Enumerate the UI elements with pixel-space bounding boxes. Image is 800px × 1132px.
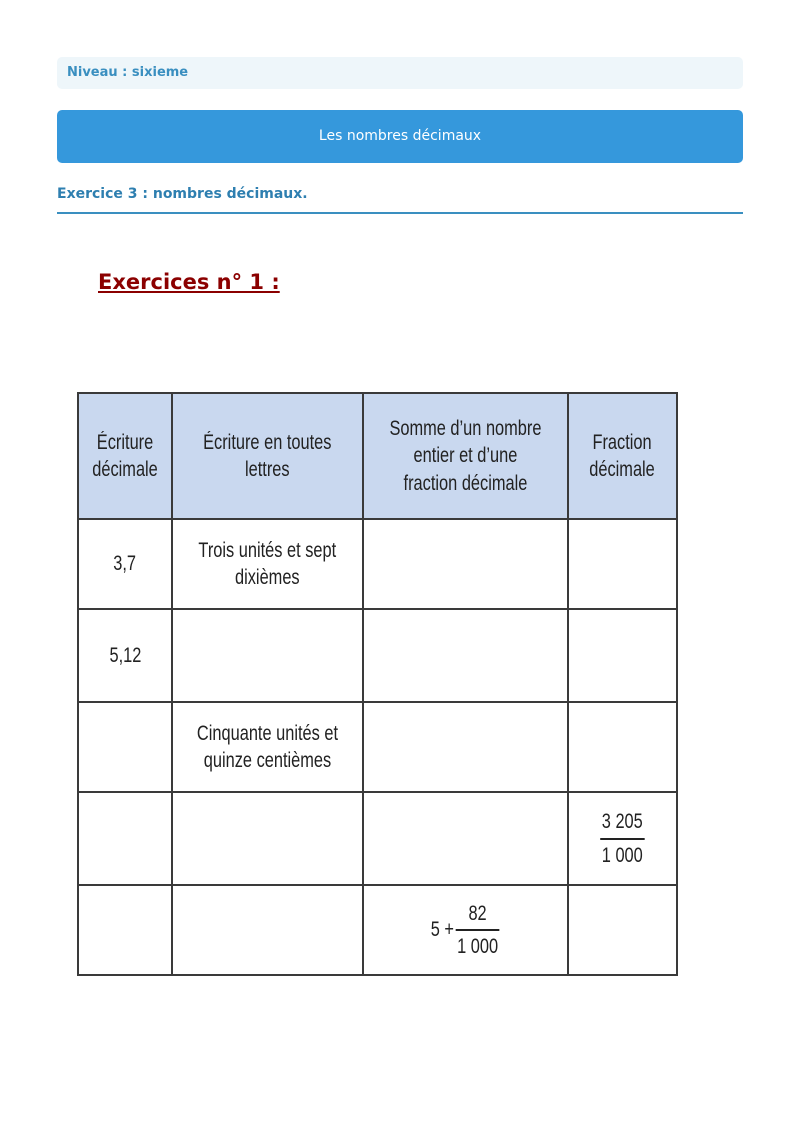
cell-decimal: 5,12	[78, 609, 172, 702]
cell-fraction	[568, 885, 677, 975]
cell-decimal	[78, 792, 172, 885]
cell-decimal	[78, 885, 172, 975]
header-cell-decimal: Écriture décimale	[78, 393, 172, 519]
cell-decimal	[78, 702, 172, 792]
cell-letters: Cinquante unités et quinze centièmes	[172, 702, 363, 792]
sum-expression	[431, 900, 500, 961]
table-row	[78, 519, 677, 609]
cell-letters: Trois unités et sept dixièmes	[172, 519, 363, 609]
level-banner	[57, 57, 743, 89]
fraction-numerator: 3 205	[601, 810, 643, 834]
exercise-table	[77, 392, 678, 976]
chapter-title: Les nombres décimaux	[318, 128, 482, 144]
cell-sum	[363, 792, 568, 885]
table-row	[78, 885, 677, 975]
fraction-denominator: 1 000	[600, 838, 644, 869]
cell-fraction	[568, 609, 677, 702]
cell-fraction	[568, 792, 677, 885]
exercise-table-wrapper	[77, 392, 678, 976]
exercise-heading: Exercice 3 : nombres décimaux.	[57, 186, 743, 214]
exercise-number-title: Exercices n° 1 :	[98, 270, 280, 294]
cell-fraction	[568, 702, 677, 792]
cell-fraction	[568, 519, 677, 609]
table-row	[78, 792, 677, 885]
table-row	[78, 702, 677, 792]
cell-letters	[172, 885, 363, 975]
cell-sum	[363, 702, 568, 792]
fraction-numerator: 82	[468, 901, 487, 925]
sum-integer-part: 5 +	[431, 918, 455, 942]
cell-letters	[172, 792, 363, 885]
table-row	[78, 609, 677, 702]
fraction-denominator: 1 000	[456, 929, 500, 960]
cell-sum	[363, 519, 568, 609]
header-cell-letters: Écriture en toutes lettres	[172, 393, 363, 519]
cell-sum	[363, 609, 568, 702]
decimal-fraction	[600, 808, 644, 869]
header-cell-sum: Somme d’un nombre entier et d’une fraction décimale	[363, 393, 568, 519]
cell-letters	[172, 609, 363, 702]
cell-decimal: 3,7	[78, 519, 172, 609]
table-header-row	[78, 393, 677, 519]
chapter-title-banner	[57, 110, 743, 163]
header-cell-fraction: Fraction décimale	[568, 393, 677, 519]
cell-sum	[363, 885, 568, 975]
level-label: Niveau : sixieme	[67, 65, 189, 80]
